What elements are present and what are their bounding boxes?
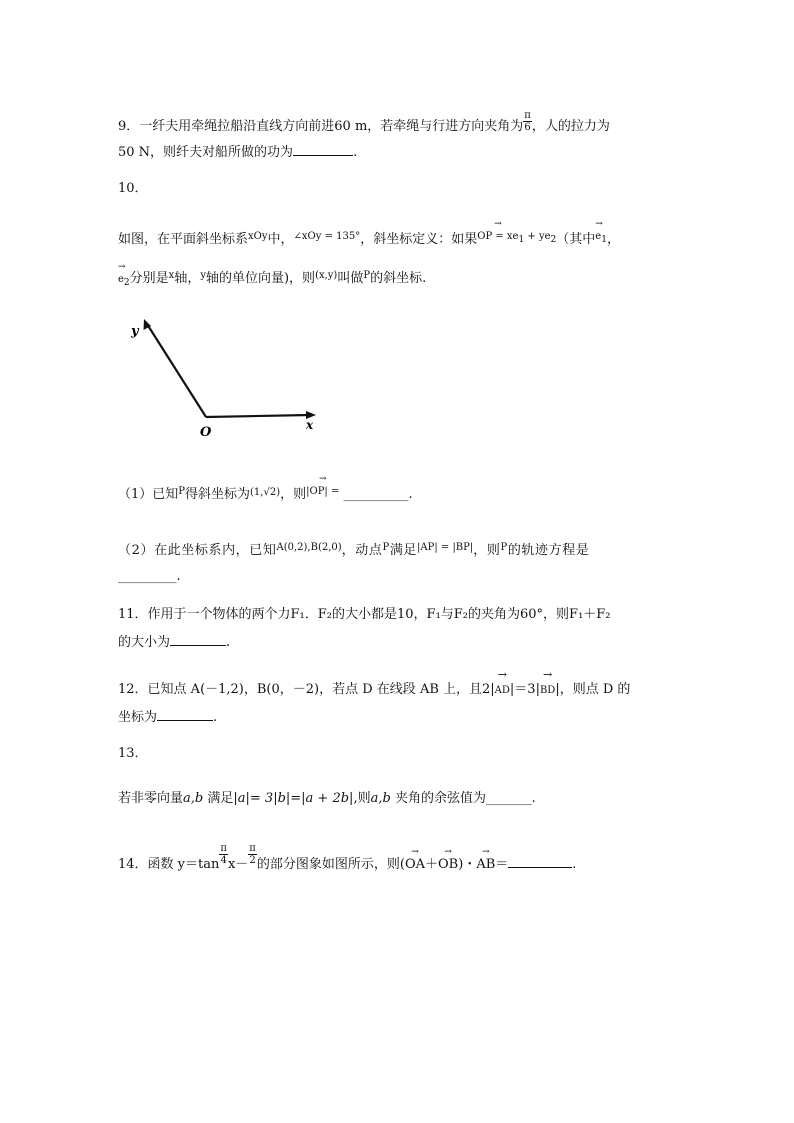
q10-angle: ∠xOy = 135° xyxy=(293,231,361,242)
q10-text-d: （其中 xyxy=(556,232,596,247)
q10-part1-blank: __________ xyxy=(343,487,409,502)
q9-frac-den: 6 xyxy=(524,122,531,133)
q14-fraction-1: $\frac{\pi}{4}$ xyxy=(220,843,227,866)
q9-frac-num: π xyxy=(524,110,531,121)
q10-plus: + ye xyxy=(524,231,551,242)
q10-y: y xyxy=(200,270,206,281)
q10-part2-text-c: 满足 xyxy=(389,543,418,558)
q10-number: 10． xyxy=(118,181,148,196)
q11-period: . xyxy=(226,635,231,650)
y-axis-label: y xyxy=(131,324,139,339)
q10-part1-op: → |OP| = xyxy=(306,474,340,497)
q10-e1: → e xyxy=(595,219,603,242)
q10-part2 xyxy=(118,540,589,559)
x-axis-line xyxy=(206,415,310,417)
q14-text-a: 14．函数 y＝tan xyxy=(118,857,220,872)
q14-line xyxy=(118,843,577,876)
q9-line2 xyxy=(118,143,357,161)
q11-line2 xyxy=(118,633,230,651)
q11-answer-blank xyxy=(170,633,226,646)
q10-part1-text-a: （1）已知 xyxy=(118,487,179,502)
q14-fraction-2: $\frac{\pi}{2}$ xyxy=(249,843,256,866)
q10-part2-blank: _________ xyxy=(118,569,177,584)
q10-part1 xyxy=(118,474,413,503)
q14-plus: ＋ xyxy=(425,857,439,872)
q10-sub1: 1 xyxy=(518,235,525,245)
q12-eq-2: 2| xyxy=(482,682,495,697)
q10-part1-text-c: ，则 xyxy=(280,487,307,502)
q10-comma: ， xyxy=(606,232,620,247)
q10-xoy: xOy xyxy=(248,231,268,242)
q10-part1-coord: (1,√2) xyxy=(250,487,281,498)
q12-bd-vector: → BD xyxy=(539,668,556,696)
q14-text-mid: x－ xyxy=(227,857,249,872)
q13-number: 13． xyxy=(118,746,148,761)
q10-text-i: 的斜坐标. xyxy=(370,271,427,286)
q9-text-a: 9．一纤夫用牵绳拉船沿直线方向前进60 m，若牵绳与行进方向夹角为 xyxy=(118,119,524,134)
x-axis-label: x xyxy=(306,418,314,432)
q12-answer-blank xyxy=(157,708,213,721)
q12-text-a: 12．已知点 A(－1,2)，B(0，－2)，若点 D 在线段 AB 上，且 xyxy=(118,682,483,697)
q14-oa-vector: → OA xyxy=(404,847,425,872)
q10-text-g: 轴的单位向量)，则 xyxy=(205,271,316,286)
q14-dot: )・ xyxy=(458,857,477,872)
q12-ad-vector: → AD xyxy=(494,668,510,696)
q14-equals: ＝ xyxy=(495,857,509,872)
oblique-axes-figure xyxy=(120,315,330,440)
q13-text-a: 若非零向量 xyxy=(118,791,184,806)
q10-xy: (x,y) xyxy=(315,270,338,281)
q10-part2-period: . xyxy=(176,569,181,584)
q14-answer-blank xyxy=(508,855,572,868)
q10-part2-text-e: 的轨迹方程是 xyxy=(507,543,590,558)
q13-condition: |a|= 3|b|=|a + 2b| xyxy=(233,791,354,806)
q10-part1-p: P xyxy=(178,486,186,497)
q10-part2-condition: |AP| = |BP| xyxy=(417,542,474,553)
q14-text-b: 的部分图象如图所示，则( xyxy=(256,857,405,872)
q10-part2-points: A(0,2),B(2,0) xyxy=(276,542,342,553)
q12-line2 xyxy=(118,708,217,726)
origin-label: O xyxy=(200,425,212,440)
q9-answer-blank xyxy=(293,143,353,156)
q12-period: . xyxy=(213,710,218,725)
q9-text-b: ，人的拉力为 xyxy=(531,119,610,134)
q13-text-c: ,则 xyxy=(353,791,371,806)
q9-text-c: 50 N，则纤夫对船所做的功为 xyxy=(118,145,294,160)
q12-text-b: |，则点 D 的 xyxy=(555,682,631,697)
q10-text-c: ，斜坐标定义：如果 xyxy=(360,232,478,247)
q9-period: . xyxy=(353,145,358,160)
q9-line1 xyxy=(118,110,610,138)
q10-part1-text-b: 得斜坐标为 xyxy=(185,487,251,502)
q10-sub2: 2 xyxy=(550,235,557,245)
q13-period: . xyxy=(531,791,536,806)
q10-paragraph-line1: 如图，在平面斜坐标系$^{xOy}$中，$^{\angle xOy = 135^\circ}$，斜坐标定义：如果 $^{\to OP = xe1 + ye2}$（其中 $^{\to e1}$， xyxy=(118,219,620,247)
q10-part2-line2 xyxy=(118,569,181,585)
q13-vectors-ab: a,b xyxy=(183,791,204,806)
q10-part2-text-d: ，则 xyxy=(473,543,501,558)
q10-text-b: 中， xyxy=(267,232,294,247)
q12-line1 xyxy=(118,668,631,699)
q10-part1-period: . xyxy=(408,487,413,502)
q10-p: P xyxy=(363,270,371,281)
q14-ob-vector: → OB xyxy=(438,847,459,872)
q10-part2-text-a: （2）在此坐标系内，已知 xyxy=(118,543,277,558)
q10-paragraph-line2: → e2分别是$^x$轴，$^y$轴的单位向量)，则$^{(x,y)}$叫做$^P$的斜坐标. xyxy=(118,262,427,288)
q10-part2-text-b: ，动点 xyxy=(341,543,383,558)
q12-eq-mid: |＝3| xyxy=(509,682,540,697)
q10-part2-p2: P xyxy=(500,542,508,553)
q13-text-b: 满足 xyxy=(207,791,234,806)
q10-part2-p: P xyxy=(382,542,390,553)
q10-x: x xyxy=(168,270,175,281)
q10-op-vector: → OP = xe xyxy=(477,219,519,242)
q9-fraction xyxy=(523,110,532,133)
q11-line1: 11．作用于一个物体的两个力F₁．F₂的大小都是10，F₁与F₂的夹角为60°，则F₁＋F₂ xyxy=(118,607,611,622)
q11-text: 的大小为 xyxy=(118,635,171,650)
y-axis-line xyxy=(147,324,206,417)
q14-ab-vector: → AB xyxy=(476,847,496,872)
q10-text-f: 轴， xyxy=(174,271,201,286)
q13-blank: _______ xyxy=(485,791,532,806)
q10-text-a: 如图，在平面斜坐标系 xyxy=(118,232,249,247)
q13-vectors-ab-2: a,b xyxy=(370,791,391,806)
q12-text-c: 坐标为 xyxy=(118,710,158,725)
q13-line xyxy=(118,791,536,807)
q14-period: . xyxy=(572,857,577,872)
q10-text-h: 叫做 xyxy=(337,271,364,286)
q10-text-e: 分别是 xyxy=(129,271,169,286)
q10-e2: → e xyxy=(118,262,126,285)
q13-text-d: 夹角的余弦值为 xyxy=(394,791,486,806)
